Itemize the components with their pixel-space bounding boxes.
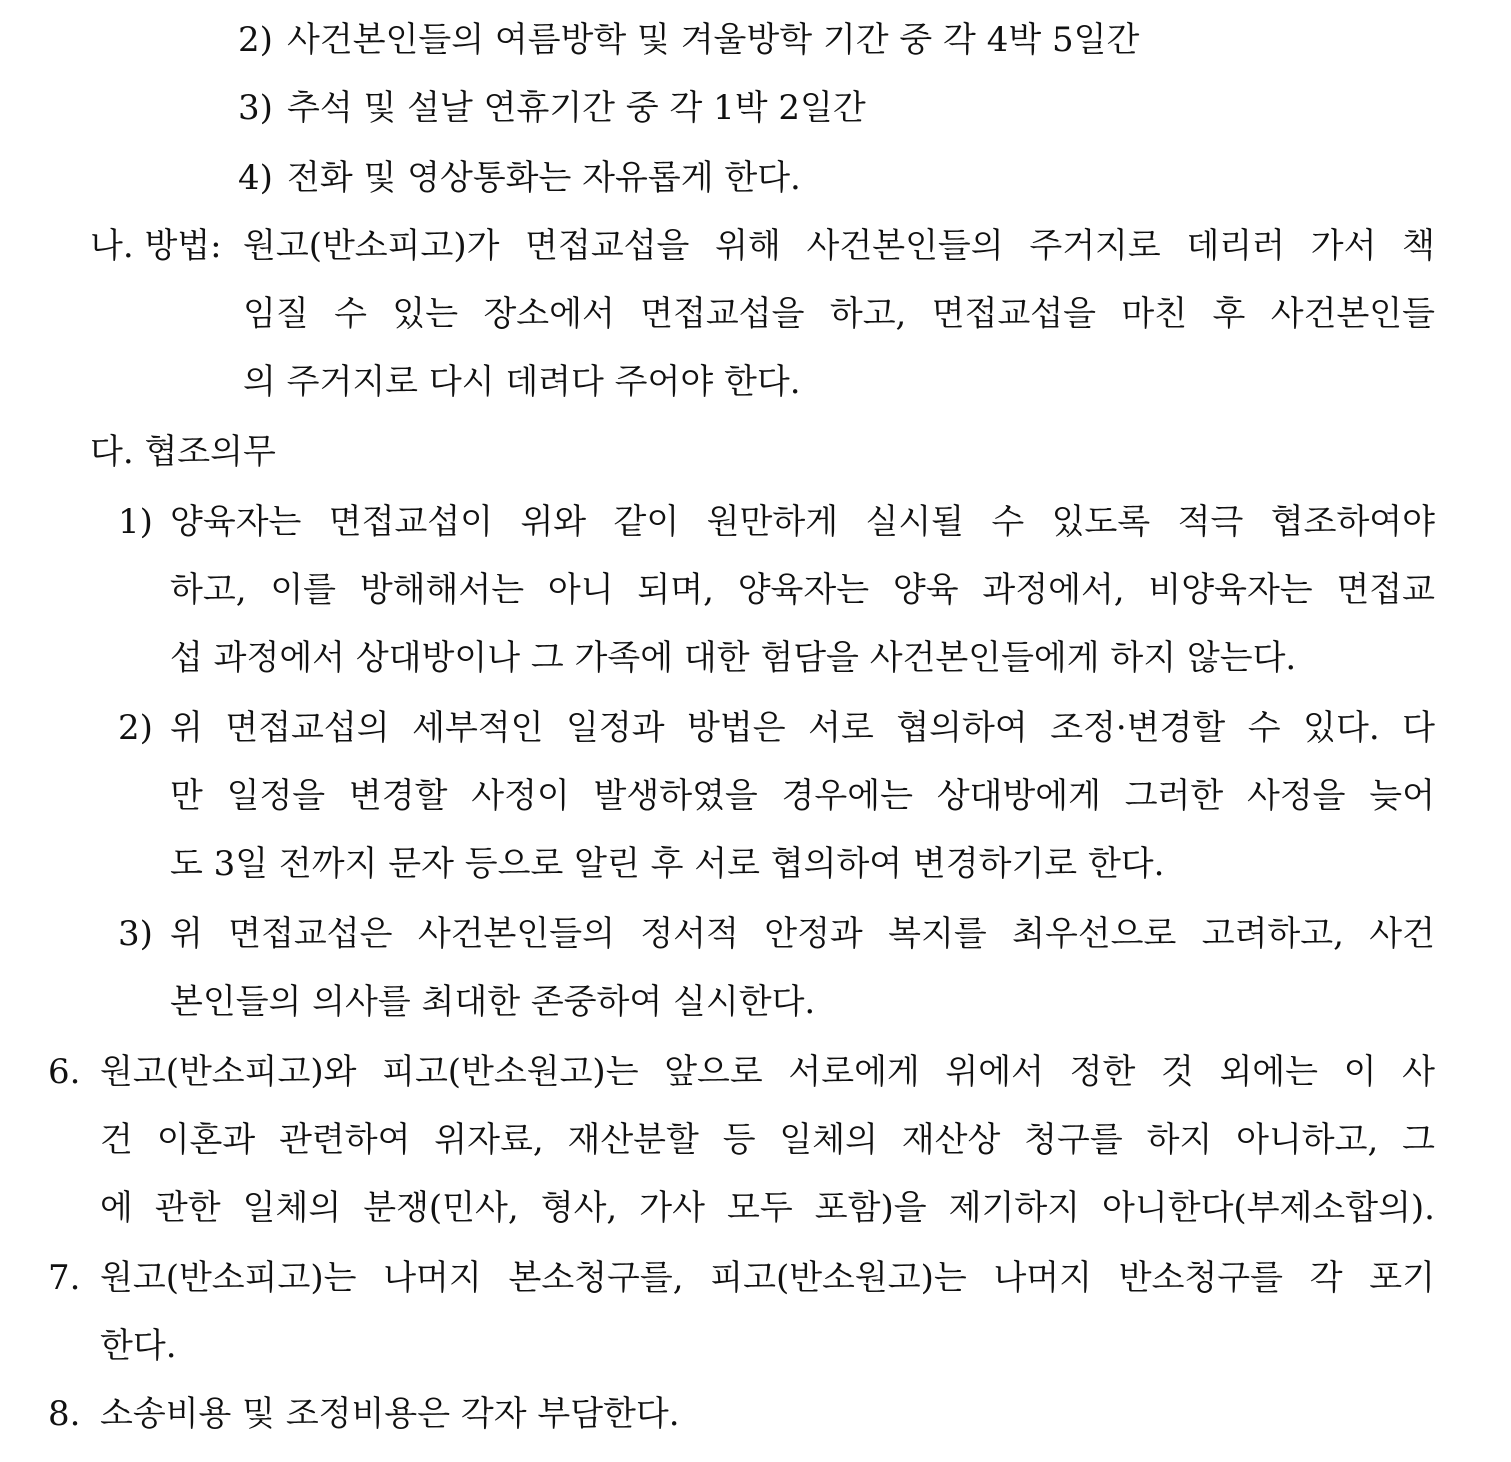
- item-number: 4): [238, 158, 273, 198]
- section-heading: 다. 협조의무: [90, 432, 276, 472]
- document-line: 원고(반소피고)가 면접교섭을 위해 사건본인들의 주거지로 데리러 가서 책: [243, 226, 1435, 266]
- document-line: 하고, 이를 방해해서는 아니 되며, 양육자는 양육 과정에서, 비양육자는 면접교: [170, 570, 1435, 610]
- document-line: 추석 및 설날 연휴기간 중 각 1박 2일간: [287, 88, 866, 128]
- document-line: 에 관한 일체의 분쟁(민사, 형사, 가사 모두 포함)을 제기하지 아니한다(부제소합의).: [100, 1188, 1435, 1228]
- document-line: 본인들의 의사를 최대한 존중하여 실시한다.: [170, 982, 816, 1022]
- document-line: 한다.: [100, 1326, 177, 1366]
- item-number: 1): [118, 502, 153, 542]
- document-line: 임질 수 있는 장소에서 면접교섭을 하고, 면접교섭을 마친 후 사건본인들: [243, 294, 1435, 334]
- document-line: 양육자는 면접교섭이 위와 같이 원만하게 실시될 수 있도록 적극 협조하여야: [170, 502, 1435, 542]
- section-heading: 나. 방법:: [90, 226, 222, 266]
- document-line: 원고(반소피고)와 피고(반소원고)는 앞으로 서로에게 위에서 정한 것 외에는 이 사: [100, 1052, 1435, 1092]
- document-line: 사건본인들의 여름방학 및 겨울방학 기간 중 각 4박 5일간: [287, 20, 1140, 60]
- clause-number: 7.: [48, 1258, 81, 1298]
- document-line: 위 면접교섭의 세부적인 일정과 방법은 서로 협의하여 조정·변경할 수 있다. 다: [170, 708, 1435, 748]
- item-number: 3): [238, 88, 273, 128]
- clause-number: 6.: [48, 1052, 81, 1092]
- document-line: 위 면접교섭은 사건본인들의 정서적 안정과 복지를 최우선으로 고려하고, 사건: [170, 914, 1435, 954]
- document-line: 전화 및 영상통화는 자유롭게 한다.: [287, 158, 801, 198]
- document-line: 소송비용 및 조정비용은 각자 부담한다.: [100, 1394, 680, 1434]
- document-line: 의 주거지로 다시 데려다 주어야 한다.: [243, 362, 801, 402]
- document-line: 도 3일 전까지 문자 등으로 알린 후 서로 협의하여 변경하기로 한다.: [170, 844, 1165, 884]
- item-number: 3): [118, 914, 153, 954]
- document-line: 원고(반소피고)는 나머지 본소청구를, 피고(반소원고)는 나머지 반소청구를 각 포기: [100, 1258, 1435, 1298]
- item-number: 2): [118, 708, 153, 748]
- document-line: 만 일정을 변경할 사정이 발생하였을 경우에는 상대방에게 그러한 사정을 늦어: [170, 776, 1435, 816]
- document-line: 건 이혼과 관련하여 위자료, 재산분할 등 일체의 재산상 청구를 하지 아니하고, 그: [100, 1120, 1435, 1160]
- item-number: 2): [238, 20, 273, 60]
- clause-number: 8.: [48, 1394, 81, 1434]
- document-line: 섭 과정에서 상대방이나 그 가족에 대한 험담을 사건본인들에게 하지 않는다.: [170, 638, 1297, 678]
